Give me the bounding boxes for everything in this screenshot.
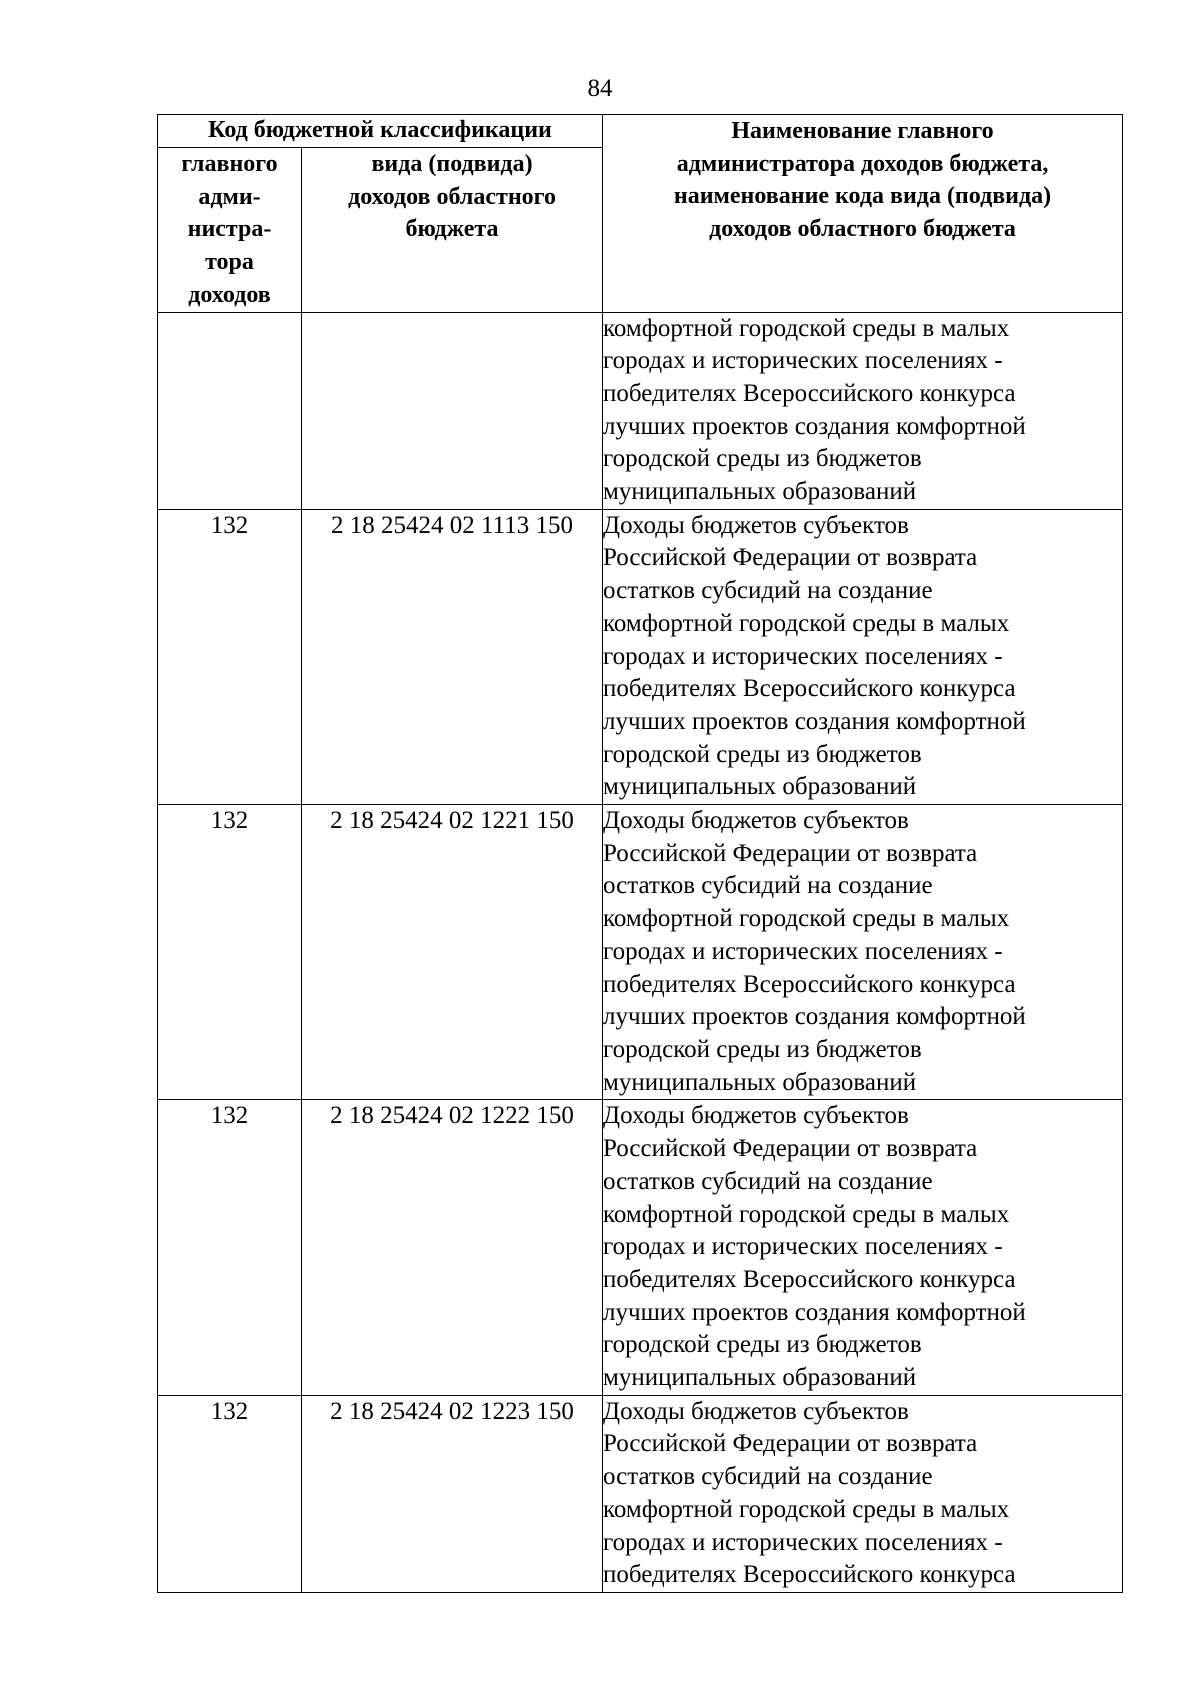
table-row xyxy=(158,509,1123,804)
admin-code-cell xyxy=(158,312,302,509)
header-admin-column xyxy=(158,148,302,313)
description-line: лучших проектов создания комфортной xyxy=(603,1003,1026,1031)
header-name-column xyxy=(603,115,1123,313)
header-name-line: доходов областного бюджета xyxy=(709,216,1016,243)
header-name-line: Наименование главного xyxy=(731,118,994,144)
description-line: лучших проектов создания комфортной xyxy=(603,412,1026,440)
description-line: городской среды из бюджетов xyxy=(603,1331,922,1359)
header-name-line: администратора доходов бюджета, xyxy=(676,150,1049,177)
description-line: победителях Всероссийского конкурса xyxy=(603,675,1016,703)
header-kind-column xyxy=(302,148,603,313)
admin-code-cell: 132 xyxy=(158,1100,302,1395)
description-line: муниципальных образований xyxy=(603,478,917,506)
description-line: победителях Всероссийского конкурса xyxy=(603,1561,1016,1589)
income-code-cell: 2 18 25424 02 1222 150 xyxy=(302,1100,603,1395)
description-line: городах и исторических поселениях - xyxy=(603,642,1003,670)
header-budget-code-group: Код бюджетной классификации xyxy=(158,115,603,148)
description-line: комфортной городской среды в малых xyxy=(603,1495,1010,1523)
description-line: Российской Федерации от возврата xyxy=(603,1135,978,1163)
description-cell xyxy=(603,1395,1123,1592)
header-row-group xyxy=(158,115,1123,148)
budget-classification-table xyxy=(157,114,1123,1593)
description-line: комфортной городской среды в малых xyxy=(603,1200,1010,1228)
table-row xyxy=(158,805,1123,1100)
description-line: Доходы бюджетов субъектов xyxy=(603,1102,909,1130)
admin-code-cell: 132 xyxy=(158,805,302,1100)
description-line: Доходы бюджетов субъектов xyxy=(603,511,909,539)
description-line: Доходы бюджетов субъектов xyxy=(603,1397,909,1425)
header-admin-line: тора xyxy=(205,249,254,276)
description-line: комфортной городской среды в малых xyxy=(603,905,1010,933)
header-name-line: наименование кода вида (подвида) xyxy=(673,183,1052,210)
description-cell xyxy=(603,1100,1123,1395)
table-header xyxy=(158,115,1123,313)
description-cell xyxy=(603,805,1123,1100)
header-admin-line: доходов xyxy=(188,281,271,308)
description-line: остатков субсидий на создание xyxy=(603,577,933,605)
description-line: муниципальных образований xyxy=(603,1364,917,1392)
description-line: лучших проектов создания комфортной xyxy=(603,707,1026,735)
header-admin-line: главного xyxy=(181,151,278,177)
header-name-text xyxy=(674,118,1051,242)
description-line: Российской Федерации от возврата xyxy=(603,839,978,867)
header-kind-line: вида (подвида) xyxy=(371,151,533,177)
header-admin-line: нистра- xyxy=(187,216,272,243)
description-line: Доходы бюджетов субъектов xyxy=(603,807,909,835)
description-line: остатков субсидий на создание xyxy=(603,872,933,900)
income-code-cell: 2 18 25424 02 1113 150 xyxy=(302,509,603,804)
description-line: городах и исторических поселениях - xyxy=(603,1528,1003,1556)
description-line: городской среды из бюджетов xyxy=(603,740,922,768)
description-line: лучших проектов создания комфортной xyxy=(603,1298,1026,1326)
description-line: городской среды из бюджетов xyxy=(603,445,922,473)
description-line: комфортной городской среды в малых xyxy=(603,314,1010,342)
income-code-cell xyxy=(302,312,603,509)
table-row xyxy=(158,312,1123,509)
description-line: остатков субсидий на создание xyxy=(603,1463,933,1491)
description-line: победителях Всероссийского конкурса xyxy=(603,379,1016,407)
description-line: победителях Всероссийского конкурса xyxy=(603,970,1016,998)
description-line: муниципальных образований xyxy=(603,773,917,801)
header-admin-line: адми- xyxy=(198,183,261,210)
header-kind-line: доходов областного xyxy=(348,183,556,210)
description-line: городской среды из бюджетов xyxy=(603,1035,922,1063)
table-row xyxy=(158,1395,1123,1592)
description-line: городах и исторических поселениях - xyxy=(603,937,1003,965)
page-number: 84 xyxy=(587,75,613,102)
header-kind-line: бюджета xyxy=(405,216,499,243)
description-line: городах и исторических поселениях - xyxy=(603,347,1003,375)
description-cell xyxy=(603,312,1123,509)
admin-code-cell: 132 xyxy=(158,509,302,804)
table-body xyxy=(158,312,1123,1592)
description-line: остатков субсидий на создание xyxy=(603,1167,933,1195)
income-code-cell: 2 18 25424 02 1221 150 xyxy=(302,805,603,1100)
description-line: Российской Федерации от возврата xyxy=(603,1430,978,1458)
description-line: комфортной городской среды в малых xyxy=(603,609,1010,637)
description-line: муниципальных образований xyxy=(603,1068,917,1096)
description-line: победителях Всероссийского конкурса xyxy=(603,1265,1016,1293)
description-cell xyxy=(603,509,1123,804)
description-line: Российской Федерации от возврата xyxy=(603,544,978,572)
admin-code-cell: 132 xyxy=(158,1395,302,1592)
income-code-cell: 2 18 25424 02 1223 150 xyxy=(302,1395,603,1592)
table-row xyxy=(158,1100,1123,1395)
description-line: городах и исторических поселениях - xyxy=(603,1233,1003,1261)
